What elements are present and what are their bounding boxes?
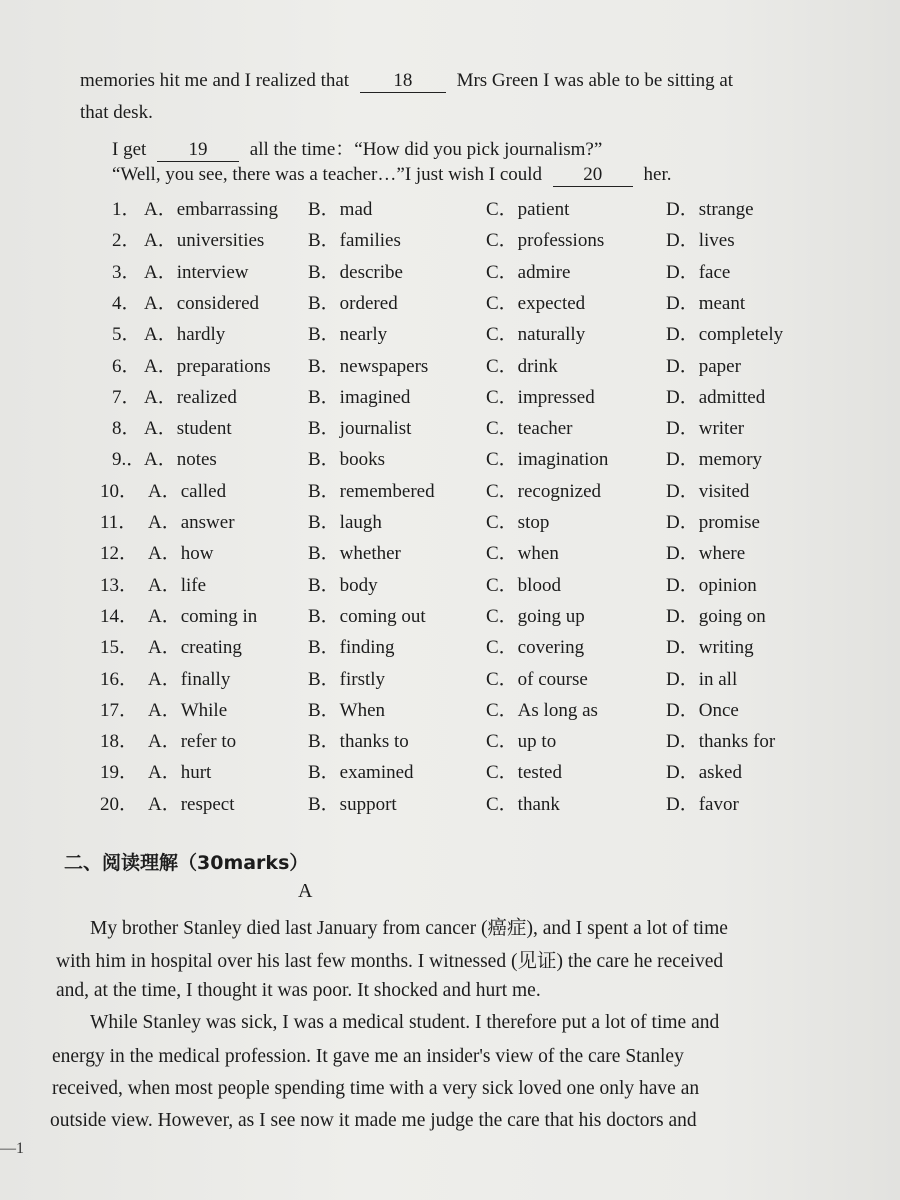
question-row: [0, 194, 900, 224]
option-a: A．embarrassing: [144, 199, 279, 220]
option-num: 11．: [100, 512, 138, 533]
question-row: [0, 225, 900, 255]
blank-20: 20: [553, 164, 633, 187]
option-num: 18．: [100, 731, 139, 753]
option-c: C．when: [486, 543, 559, 565]
question-row: [0, 570, 900, 600]
option-b: B．journalist: [308, 418, 412, 440]
section-heading: 二、阅读理解（30marks）: [64, 852, 309, 874]
option-num: 20．: [100, 793, 139, 815]
option-c: C．tested: [486, 762, 562, 784]
option-b: B．thanks to: [308, 731, 409, 753]
intro-text: her.: [643, 164, 672, 185]
option-d: D．in all: [666, 668, 738, 690]
option-b: B．remembered: [308, 480, 435, 502]
option-num: 14．: [100, 605, 139, 627]
question-row: [0, 726, 900, 756]
question-row: [0, 382, 900, 412]
option-a: A．hurt: [148, 762, 212, 784]
option-b: B．imagined: [308, 386, 411, 408]
option-a: A．preparations: [144, 355, 271, 377]
option-d: D．asked: [666, 762, 742, 784]
option-a: A．called: [148, 480, 227, 502]
option-b: B．firstly: [308, 668, 386, 690]
option-num: 1．: [112, 199, 141, 220]
option-a: A．respect: [148, 793, 235, 815]
option-b: B．support: [308, 793, 397, 815]
question-row: [0, 601, 900, 631]
option-b: B．body: [308, 574, 378, 596]
blank-18: 18: [360, 70, 446, 93]
option-b: B．newspapers: [308, 355, 429, 377]
option-d: D．paper: [666, 355, 741, 377]
option-num: 7．: [112, 386, 141, 408]
option-a: A．considered: [144, 292, 260, 314]
option-a: A．student: [144, 418, 232, 440]
option-c: C．imagination: [486, 449, 609, 471]
option-c: C．of course: [486, 668, 588, 690]
question-row: [0, 257, 900, 287]
option-d: D．where: [666, 543, 746, 565]
option-a: A．life: [148, 574, 207, 596]
option-c: C．drink: [486, 355, 558, 377]
option-a: A．finally: [148, 668, 231, 690]
option-num: 6．: [112, 355, 141, 377]
option-b: B．laugh: [308, 512, 382, 533]
option-c: C．impressed: [486, 386, 595, 408]
option-c: C．going up: [486, 605, 585, 627]
option-d: D．opinion: [666, 574, 757, 596]
option-c: C．professions: [486, 230, 605, 252]
question-row: [0, 319, 900, 349]
option-b: B．When: [308, 699, 386, 721]
intro-line-1: [80, 70, 733, 93]
option-num: 2．: [112, 230, 141, 252]
option-a: A．universities: [144, 230, 265, 252]
blank-19: 19: [157, 139, 239, 162]
option-b: B．whether: [308, 543, 401, 565]
option-b: B．families: [308, 230, 401, 252]
option-a: A．coming in: [148, 605, 258, 627]
option-c: C．stop: [486, 512, 550, 533]
intro-line-4: [112, 164, 672, 187]
option-d: D．memory: [666, 449, 763, 471]
option-c: C．recognized: [486, 480, 602, 502]
option-c: C．blood: [486, 574, 561, 596]
option-c: C．As long as: [486, 699, 598, 721]
option-a: A．interview: [144, 261, 249, 283]
passage-line: My brother Stanley died last January from cancer (癌症), and I spent a lot of time: [90, 918, 728, 939]
option-d: D．promise: [666, 512, 760, 533]
option-c: C．covering: [486, 637, 585, 659]
option-c: C．expected: [486, 292, 586, 314]
question-row: [0, 695, 900, 725]
option-num: 19．: [100, 762, 139, 784]
option-num: 15．: [100, 637, 139, 659]
option-num: 9.．: [112, 449, 146, 471]
option-d: D．writer: [666, 418, 745, 440]
intro-text: “Well, you see, there was a teacher…”I just wish I could: [112, 164, 543, 185]
option-a: A．how: [148, 543, 214, 565]
option-a: A．creating: [148, 637, 242, 659]
passage-line: While Stanley was sick, I was a medical student. I therefore put a lot of time and: [90, 1012, 720, 1033]
option-num: 4．: [112, 292, 141, 314]
option-b: B．nearly: [308, 324, 388, 346]
option-d: D．face: [666, 261, 731, 283]
option-d: D．lives: [666, 230, 735, 252]
option-c: C．teacher: [486, 418, 573, 440]
option-num: 8．: [112, 418, 141, 440]
intro-text: memories hit me and I realized that: [80, 70, 350, 91]
passage-line: received, when most people spending time with a very sick loved one only have an: [52, 1078, 700, 1099]
option-a: A．hardly: [144, 324, 226, 346]
passage-line: energy in the medical profession. It gave me an insider's view of the care Stanley: [52, 1046, 684, 1067]
option-num: 10．: [100, 480, 139, 502]
option-a: A．notes: [144, 449, 217, 471]
passage-line: and, at the time, I thought it was poor. It shocked and hurt me.: [56, 980, 541, 1001]
question-row: [0, 757, 900, 787]
option-num: 5．: [112, 324, 141, 346]
option-c: C．admire: [486, 261, 571, 283]
option-b: B．mad: [308, 199, 373, 220]
option-d: D．completely: [666, 324, 784, 346]
intro-text: I get: [112, 139, 147, 160]
option-d: D．admitted: [666, 386, 766, 408]
option-num: 13．: [100, 574, 139, 596]
option-d: D．meant: [666, 292, 746, 314]
passage-label: A: [298, 880, 313, 902]
option-c: C．thank: [486, 793, 560, 815]
question-row: [0, 288, 900, 318]
question-row: [0, 351, 900, 381]
option-a: A．answer: [148, 512, 235, 533]
option-a: A．While: [148, 699, 228, 721]
option-d: D．writing: [666, 637, 754, 659]
question-row: [0, 664, 900, 694]
option-d: D．going on: [666, 605, 766, 627]
question-row: [0, 507, 900, 537]
option-d: D．thanks for: [666, 731, 776, 753]
question-row: [0, 413, 900, 443]
option-d: D．strange: [666, 199, 754, 220]
option-d: D．Once: [666, 699, 739, 721]
question-row: [0, 538, 900, 568]
question-row: [0, 789, 900, 819]
option-b: B．coming out: [308, 605, 426, 627]
option-num: 17．: [100, 699, 139, 721]
option-b: B．books: [308, 449, 386, 471]
question-row: [0, 632, 900, 662]
page-number: —1: [0, 1140, 24, 1157]
intro-line-3: [112, 134, 602, 162]
option-b: B．finding: [308, 637, 395, 659]
intro-text: Mrs Green I was able to be sitting at: [456, 70, 734, 91]
option-num: 3．: [112, 261, 141, 283]
option-b: B．describe: [308, 261, 403, 283]
option-c: C．patient: [486, 199, 570, 220]
intro-text: all the time：“How did you pick journalism?”: [249, 139, 603, 160]
question-row: [0, 476, 900, 506]
option-d: D．favor: [666, 793, 739, 815]
intro-line-2: that desk.: [80, 102, 153, 123]
option-num: 12．: [100, 543, 139, 565]
option-a: A．realized: [144, 386, 237, 408]
option-num: 16．: [100, 668, 139, 690]
passage-line: outside view. However, as I see now it made me judge the care that his doctors and: [50, 1110, 697, 1131]
option-d: D．visited: [666, 480, 750, 502]
option-b: B．examined: [308, 762, 414, 784]
option-c: C．up to: [486, 731, 557, 753]
question-row: [0, 444, 900, 474]
passage-line: with him in hospital over his last few months. I witnessed (见证) the care he received: [56, 951, 724, 972]
option-b: B．ordered: [308, 292, 398, 314]
option-a: A．refer to: [148, 731, 237, 753]
option-c: C．naturally: [486, 324, 586, 346]
